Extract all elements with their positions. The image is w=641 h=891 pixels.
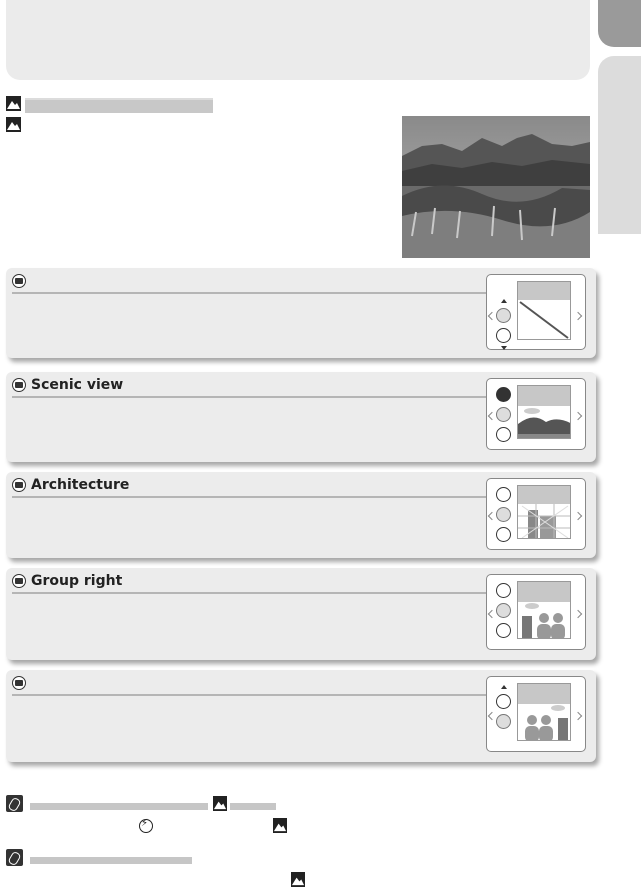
chevron-right-icon bbox=[574, 412, 582, 420]
mode-title: Group right bbox=[31, 573, 123, 589]
architecture-icon bbox=[496, 507, 511, 522]
group-right-icon bbox=[496, 694, 511, 709]
scenic-view-icon bbox=[496, 407, 511, 422]
chapter-tab-light bbox=[598, 56, 641, 234]
mode-panel-architecture bbox=[6, 472, 596, 558]
note-pencil-icon bbox=[6, 795, 23, 812]
note-heading-bar bbox=[230, 803, 276, 810]
divider bbox=[12, 592, 486, 594]
scenic-view-icon bbox=[496, 487, 511, 502]
landscape-mode-icon bbox=[496, 387, 511, 402]
section-heading-bar bbox=[25, 100, 213, 113]
mode-panel-group-right bbox=[6, 568, 596, 660]
flash-off-icon bbox=[139, 819, 153, 833]
architecture-icon bbox=[496, 427, 511, 442]
camera-menu-preview bbox=[486, 274, 586, 350]
camera-menu-preview bbox=[486, 378, 586, 450]
group-left-icon bbox=[496, 623, 511, 638]
divider bbox=[12, 396, 486, 398]
group-right-icon bbox=[496, 527, 511, 542]
chevron-down-icon bbox=[501, 346, 507, 350]
chevron-right-icon bbox=[574, 712, 582, 720]
scenic-view-icon bbox=[496, 328, 511, 343]
mode-title: Scenic view bbox=[31, 377, 124, 393]
architecture-icon bbox=[12, 478, 26, 492]
mode-panel-scenic-view bbox=[6, 372, 596, 462]
landscape-mode-icon bbox=[12, 274, 26, 288]
divider bbox=[12, 292, 486, 294]
landscape-mode-icon bbox=[496, 308, 511, 323]
landscape-icon bbox=[213, 796, 227, 810]
chapter-tab-dark bbox=[598, 0, 641, 47]
note-pencil-icon bbox=[6, 849, 23, 866]
mode-title: Architecture bbox=[31, 477, 130, 493]
landscape-photo bbox=[402, 116, 590, 258]
camera-menu-preview bbox=[486, 574, 586, 650]
scenic-view-icon bbox=[12, 378, 26, 392]
chevron-right-icon bbox=[574, 312, 582, 320]
landscape-icon bbox=[6, 96, 21, 111]
divider bbox=[12, 496, 486, 498]
chevron-up-icon bbox=[501, 685, 507, 689]
framing-preview bbox=[517, 581, 571, 639]
chevron-right-icon bbox=[574, 610, 582, 618]
chevron-right-icon bbox=[574, 512, 582, 520]
camera-menu-preview bbox=[486, 478, 586, 550]
landscape-icon bbox=[273, 818, 287, 832]
note-heading-bar bbox=[30, 857, 192, 864]
landscape-icon bbox=[6, 117, 21, 132]
group-right-icon bbox=[12, 574, 26, 588]
architecture-icon bbox=[496, 583, 511, 598]
framing-preview bbox=[517, 385, 571, 439]
landscape-icon bbox=[291, 872, 305, 886]
intro-box bbox=[6, 0, 590, 80]
chevron-up-icon bbox=[501, 299, 507, 303]
framing-preview bbox=[517, 683, 571, 741]
mode-panel-landscape bbox=[6, 268, 596, 358]
group-left-icon bbox=[12, 676, 26, 690]
camera-menu-preview bbox=[486, 676, 586, 752]
note-heading-bar bbox=[30, 803, 208, 810]
divider bbox=[12, 694, 486, 696]
mode-panel-group-left bbox=[6, 670, 596, 762]
group-right-icon bbox=[496, 603, 511, 618]
framing-preview bbox=[517, 485, 571, 539]
framing-preview bbox=[517, 281, 571, 340]
group-left-icon bbox=[496, 714, 511, 729]
